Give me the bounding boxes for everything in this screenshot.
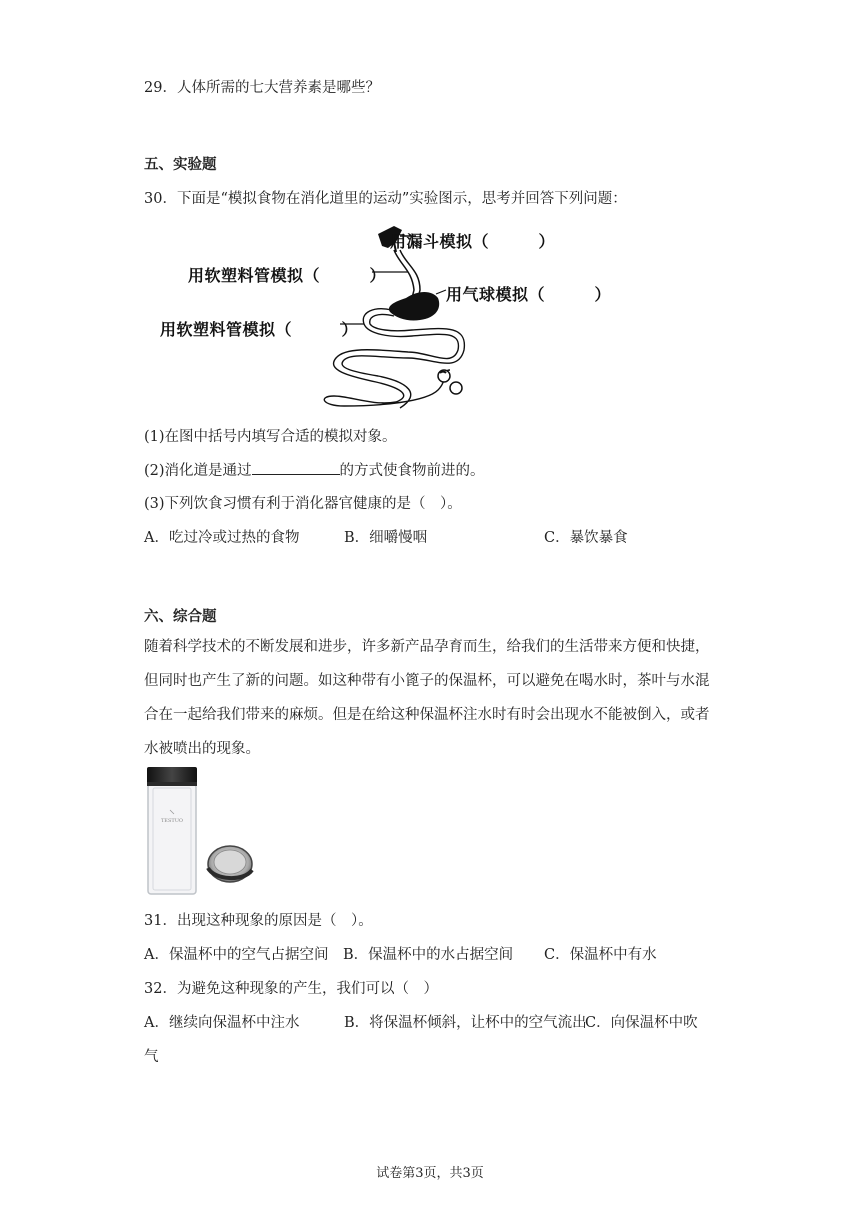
q31-option-c: C．保温杯中有水 [544,947,657,963]
label-balloon: 用气球模拟（ ） [446,285,612,304]
question-29: 29．人体所需的七大营养素是哪些？ [144,80,380,96]
q32-option-c-wrap: 气 [144,1049,159,1065]
section-6-paragraph: 随着科学技术的不断发展和进步，许多新产品孕育而生，给我们的生活带来方便和快捷，但同时也产生了新的问题。如这种带有小篦子的保温杯，可以避免在喝水时，茶叶与水混合在一起给我们带来的麻烦。但是在给这种保温杯注水时有时会出现水不能被倒入，或者水被喷出的现象。 [144,639,710,757]
section-6-title: 六、综合题 [144,608,217,625]
q32-option-b: B．将保温杯倾斜，让杯中的空气流出 [344,1015,587,1031]
question-32: 32．为避免这种现象的产生，我们可以（ ） [144,981,438,997]
q30-3-option-c: C．暴饮暴食 [544,530,628,546]
question-30-2-after: 的方式使食物前进的。 [339,463,485,479]
thermos-figure [144,764,264,896]
q32-option-a: A．继续向保温杯中注水 [144,1015,300,1031]
question-30-1: (1)在图中括号内填写合适的模拟对象。 [144,429,397,445]
question-30-3: (3)下列饮食习惯有利于消化器官健康的是（ ）。 [144,496,462,512]
q31-option-b: B．保温杯中的水占据空间 [343,947,514,963]
question-31: 31．出现这种现象的原因是（ ）。 [144,913,373,929]
question-30: 30．下面是“模拟食物在消化道里的运动”实验图示，思考并回答下列问题： [144,191,627,207]
section-5-title: 五、实验题 [144,156,217,173]
label-tube-top: 用软塑料管模拟（ ） [188,266,387,285]
q32-option-c: C．向保温杯中吹 [585,1015,698,1031]
q30-3-option-a: A．吃过冷或过热的食物 [144,530,300,546]
q30-3-option-b: B．细嚼慢咽 [344,530,428,546]
question-30-2 [144,459,485,480]
svg-text:TESTUO: TESTUO [160,818,184,824]
digestive-tract-figure [150,220,610,410]
question-30-2-before: (2)消化道是通过 [144,463,252,479]
q31-option-a: A．保温杯中的空气占据空间 [144,947,329,963]
answer-blank[interactable] [252,460,340,476]
thermos-drawing [144,764,264,896]
label-funnel: 用漏斗模拟（ ） [390,232,556,251]
page-footer: 试卷第3页，共3页 [376,1166,484,1181]
label-tube-bottom: 用软塑料管模拟（ ） [160,320,359,339]
